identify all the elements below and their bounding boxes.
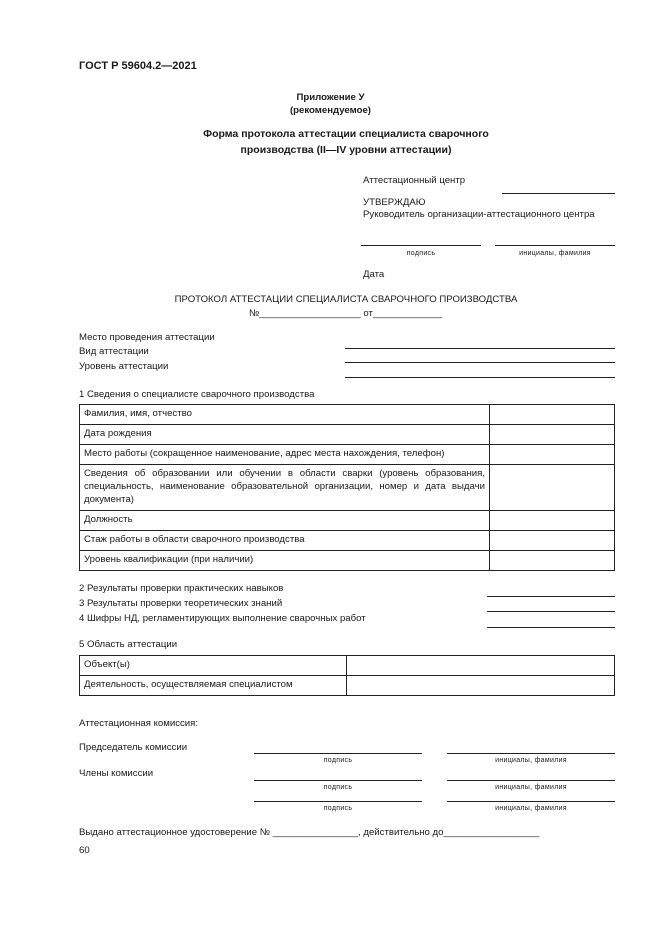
certificate-number-blank[interactable]: ________________ [272,827,359,838]
form-title-line1: Форма протокола аттестации специалиста сварочного [203,128,489,140]
section5-title: 5 Область аттестации [79,639,178,650]
appendix-title: Приложение У [296,92,365,103]
member2-name-caption: инициалы, фамилия [495,805,567,812]
standard-header: ГОСТ Р 59604.2—2021 [79,60,197,72]
place-label: Место проведения аттестации [79,332,215,343]
table-row [80,465,615,511]
level-label: Уровень аттестации [79,361,169,372]
appendix-note: (рекомендуемое) [289,105,371,116]
row-label: Дата рождения [80,425,490,445]
row-label: Объект(ы) [80,656,347,676]
certificate-label: Выдано аттестационное удостоверение № [79,827,270,838]
date-label: Дата [363,269,385,280]
section2-line[interactable] [487,596,615,597]
row-label: Сведения об образовании или обучении в области сварки (уровень образования, специальность, наименование образовательной организации, номер и дата выдачи документа) [80,465,490,511]
row-label: Деятельность, осуществляемая специалистом [80,676,347,696]
section3-label: 3 Результаты проверки теоретических знаний [79,598,283,609]
page-number: 60 [79,845,90,856]
chair-label: Председатель комиссии [79,742,188,753]
specialist-info-table [79,404,615,571]
commission-title: Аттестационная комиссия: [79,718,199,729]
table-row [80,405,615,425]
table-row [80,656,615,676]
attestation-scope-table [79,655,615,696]
head-signature-line[interactable] [361,245,481,246]
head-name-line[interactable] [495,245,615,246]
table-row [80,676,615,696]
head-label: Руководитель организации-аттестационного центра [363,209,595,220]
row-label: Стаж работы в области сварочного производства [80,531,490,551]
row-value[interactable] [490,465,615,511]
table-row [80,425,615,445]
member2-signature-caption: подпись [323,805,353,812]
row-value[interactable] [347,676,615,696]
row-value[interactable] [347,656,615,676]
row-value[interactable] [490,405,615,425]
protocol-from-label: от [363,308,373,319]
section4-line[interactable] [487,627,615,628]
row-label: Фамилия, имя, отчество [80,405,490,425]
section2-label: 2 Результаты проверки практических навыков [79,583,284,594]
member1-signature-line[interactable] [254,780,422,781]
attestation-center-label: Аттестационный центр [363,175,466,186]
section4-label: 4 Шифры НД, регламентирующих выполнение сварочных работ [79,613,366,624]
protocol-title: ПРОТОКОЛ АТТЕСТАЦИИ СПЕЦИАЛИСТА СВАРОЧНОГО ПРОИЗВОДСТВА [174,294,518,305]
members-label: Члены комиссии [79,768,154,779]
protocol-number-prefix: № [249,308,260,319]
row-value[interactable] [490,551,615,571]
table-row [80,551,615,571]
member2-name-line[interactable] [447,801,615,802]
member2-signature-line[interactable] [254,801,422,802]
chair-signature-caption: подпись [323,757,353,764]
certificate-valid-blank[interactable]: __________________ [443,827,540,838]
head-signature-caption: подпись [406,250,436,257]
chair-name-caption: инициалы, фамилия [495,757,567,764]
member1-signature-caption: подпись [323,784,353,791]
chair-signature-line[interactable] [254,753,422,754]
type-label: Вид аттестации [79,346,149,357]
chair-name-line[interactable] [447,753,615,754]
approve-label: УТВЕРЖДАЮ [363,197,426,208]
row-value[interactable] [490,445,615,465]
protocol-number-row [249,308,442,319]
row-value[interactable] [490,531,615,551]
section1-title: 1 Сведения о специалисте сварочного производства [79,389,315,400]
member1-name-line[interactable] [447,780,615,781]
certificate-row [79,827,539,838]
certificate-valid-label: , действительно до [358,827,444,838]
table-row [80,511,615,531]
row-value[interactable] [490,425,615,445]
form-title-line2: производства (II—IV уровни аттестации) [240,144,452,156]
place-line[interactable] [345,348,615,349]
section3-line[interactable] [487,611,615,612]
level-line[interactable] [345,377,615,378]
attestation-center-line[interactable] [502,193,615,194]
protocol-from-blank[interactable]: _____________ [372,308,443,319]
table-row [80,445,615,465]
table-row [80,531,615,551]
row-label: Должность [80,511,490,531]
row-label: Уровень квалификации (при наличии) [80,551,490,571]
row-value[interactable] [490,511,615,531]
head-name-caption: инициалы, фамилия [519,250,591,257]
type-line[interactable] [345,362,615,363]
member1-name-caption: инициалы, фамилия [495,784,567,791]
protocol-number-blank[interactable]: ___________________ [259,308,361,319]
row-label: Место работы (сокращенное наименование, адрес места нахождения, телефон) [80,445,490,465]
